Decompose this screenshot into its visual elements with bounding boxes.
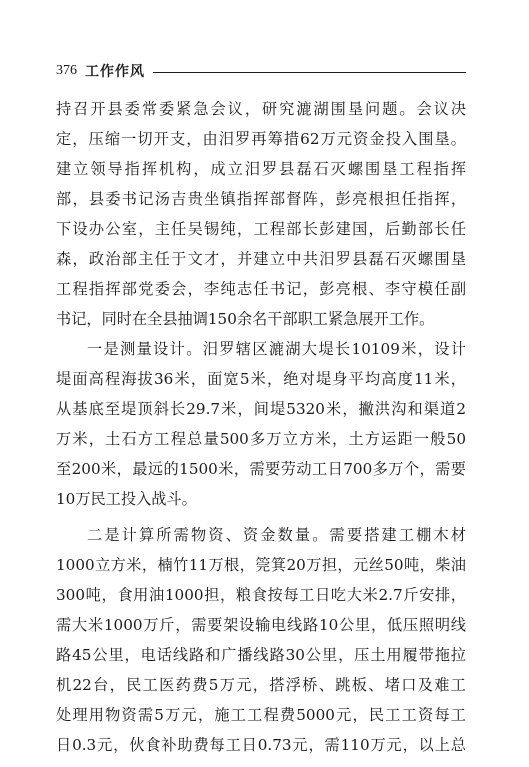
text-line: 1000立方米，楠竹11万根，筦箕20万担，元丝50吨，柴油 <box>56 556 466 574</box>
running-header <box>56 60 466 82</box>
paragraph <box>56 94 466 334</box>
text-line: 书记，同时在全县抽调150余名干部职工紧急展开工作。 <box>56 310 435 328</box>
section-title: 工作作风 <box>85 64 145 80</box>
text-line: 路45公里，电话线路和广播线路30公里，压土用履带拖拉 <box>56 646 466 664</box>
text-line: 工程指挥部党委会，李纯志任书记，彭亮根、李守模任副 <box>56 280 466 298</box>
text-line: 300吨，食用油1000担，粮食按每工日吃大米2.7斤安排， <box>56 586 466 604</box>
text-line: 二是计算所需物资、资金数量。需要搭建工棚木材 <box>87 526 466 544</box>
text-line: 下设办公室，主任吴锡纯，工程部长彭建国，后勤部长任 <box>56 220 466 238</box>
text-line: 万米，土石方工程总量500多万立方米，土方运距一般50 <box>56 430 466 448</box>
paragraph <box>56 334 466 514</box>
text-line: 一是测量设计。汨罗辖区漉湖大堤长10109米，设计 <box>87 340 466 358</box>
body-text <box>56 94 466 760</box>
text-line: 森，政治部主任于文才，并建立中共汨罗县磊石灭螺围垦 <box>56 250 466 268</box>
text-line: 机22台，民工医药费5万元，搭浮桥、跳板、堵口及难工 <box>56 676 466 694</box>
header-rule <box>153 72 466 73</box>
text-line: 堤面高程海拔36米，面宽5米，绝对堤身平均高度11米， <box>56 370 466 388</box>
paragraph <box>56 520 466 760</box>
page-number: 376 <box>56 63 77 78</box>
text-line: 处理用物资需5万元，施工工程费5000元，民工工资每工 <box>56 706 466 724</box>
text-line: 定，压缩一切开支，由汨罗再筹措62万元资金投入围垦。 <box>56 130 466 148</box>
text-line: 日0.3元，伙食补助费每工日0.73元，需110万元，以上总 <box>56 736 466 754</box>
text-line: 建立领导指挥机构，成立汨罗县磊石灭螺围垦工程指挥 <box>56 160 466 178</box>
text-line: 部，县委书记汤吉贵坐镇指挥部督阵，彭亮根担任指挥， <box>56 190 466 208</box>
text-line: 至200米，最远的1500米，需要劳动工日700多万个，需要 <box>56 460 466 478</box>
text-line: 10万民工投入战斗。 <box>56 490 197 508</box>
text-line: 从基底至堤顶斜长29.7米，间堤5320米，撇洪沟和渠道2 <box>56 400 466 418</box>
text-line: 需大米1000万斤，需要架设输电线路10公里，低压照明线 <box>56 616 466 634</box>
text-line: 持召开县委常委紧急会议，研究漉湖围垦问题。会议决 <box>56 100 466 118</box>
